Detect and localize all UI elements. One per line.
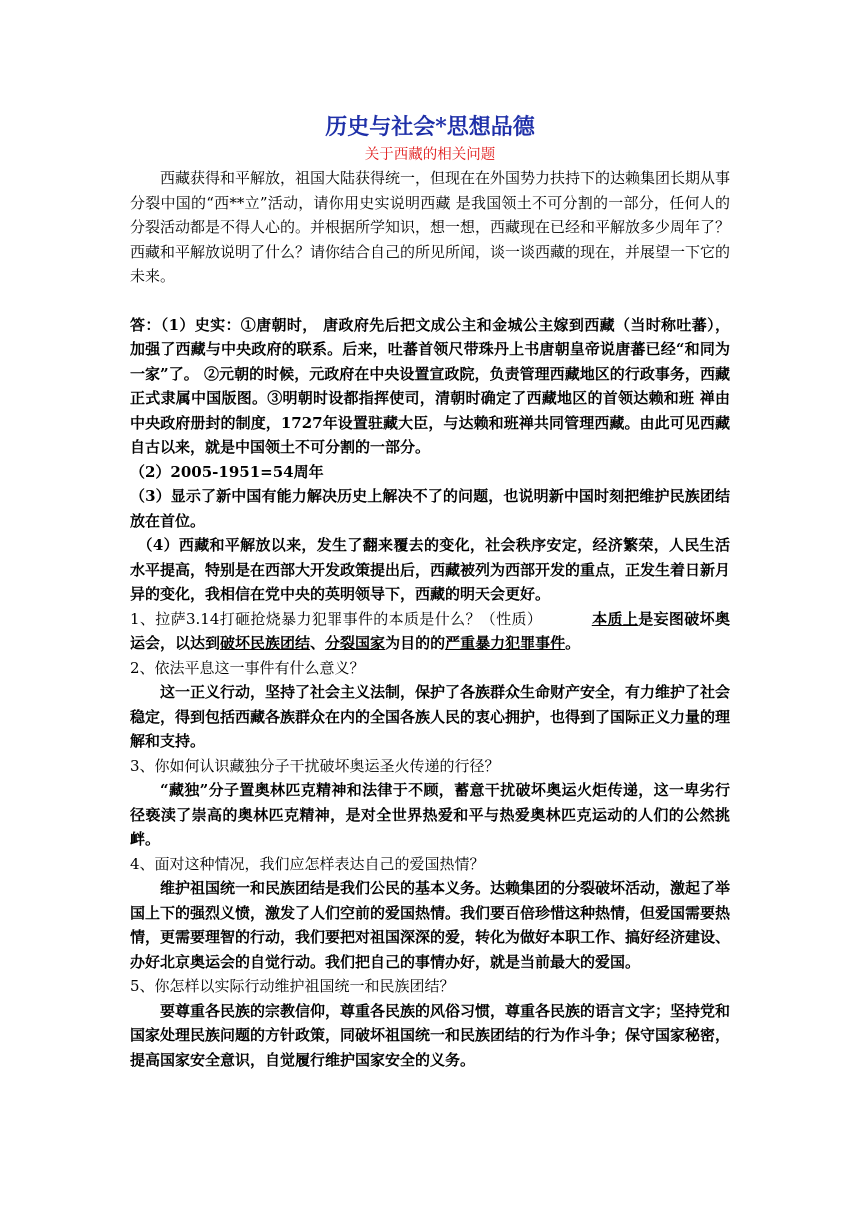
q1-ans-text-1: 是妄图破坏奥运会，以达到 <box>130 609 730 652</box>
q1-ans-text-2: 、 <box>310 634 326 652</box>
q3-question: 3、你如何认识藏独分子干扰破坏奥运圣火传递的行径？ <box>130 756 500 775</box>
document-subtitle: 关于西藏的相关问题 <box>364 147 496 163</box>
answer-4: （4）西藏和平解放以来，发生了翻来覆去的变化，社会秩序安定，经济繁荣，人民生活水平提高，特别是在西部大开发政策提出后，西藏被列为西部开发的重点，正发生着日新月异的变化，我相信在党中央的英明领导下，西藏的明天会更好。 <box>130 536 731 603</box>
q1-ans-text-4: 。 <box>565 634 581 652</box>
q1-ans-underline-2: 破坏民族团结 <box>220 634 311 652</box>
q5-question: 5、你怎样以实际行动维护祖国统一和民族团结？ <box>130 977 455 995</box>
q1-question-text: 1、拉萨3.14打砸抢烧暴力犯罪事件的本质是什么？（性质） <box>130 609 543 628</box>
q2-answer: 这一正义行动，坚持了社会主义法制，保护了各族群众生命财产安全，有力维护了社会稳定，得到包括西藏各族群众在内的全国各族人民的衷心拥护，也得到了国际正义力量的理解和支持。 <box>130 683 731 750</box>
q1-ans-underline-1: 本质上 <box>591 609 639 628</box>
answer-2: （2）2005-1951=54周年 <box>130 462 324 481</box>
q4-answer: 维护祖国统一和民族团结是我们公民的基本义务。达赖集团的分裂破坏活动，激起了举国上下的强烈义愤，激发了人们空前的爱国热情。我们要百倍珍惜这种热情，但爱国需要热情，更需要理智的行动，我们要把对祖国深深的爱，转化为做好本职工作、搞好经济建设、办好北京奥运会的自觉行动。我们把自己的事情办好，就是当前最大的爱国。 <box>130 879 731 971</box>
q1-question <box>130 607 730 656</box>
q3-answer: “藏独”分子置奥林匹克精神和法律于不顾，蓄意干扰破坏奥运火炬传递，这一卑劣行径亵渎了崇高的奥林匹克精神，是对全世界热爱和平与热爱奥林匹克运动的人们的公然挑衅。 <box>130 781 730 848</box>
spacer <box>130 289 730 313</box>
q1-ans-underline-3: 分裂国家 <box>325 634 386 652</box>
question-paragraph: 西藏获得和平解放，祖国大陆获得统一，但现在在外国势力扶持下的达赖集团长期从事分裂中国的“西**立”活动，请你用史实说明西藏 是我国领土不可分割的一部分，任何人的分裂活动都是不得人心的。并根据所学知识，想一想，西藏现在已经和平解放多少周年了？西藏和平解放说明了什么？请你结合自己的所见所闻，谈一谈西藏的现在，并展望一下它的未来。 <box>130 169 731 285</box>
q2-question: 2、依法平息这一事件有什么意义？ <box>130 658 365 677</box>
q4-question: 4、面对这种情况，我们应怎样表达自己的爱国热情？ <box>130 854 485 873</box>
q5-answer: 要尊重各民族的宗教信仰，尊重各民族的风俗习惯，尊重各民族的语言文字；坚持党和国家处理民族问题的方针政策，同破坏祖国统一和民族团结的行为作斗争；保守国家秘密，提高国家安全意识，自觉履行维护国家安全的义务。 <box>130 1001 731 1069</box>
q1-ans-text-3: 为目的的 <box>385 634 446 652</box>
answer-1: 答：（1）史实：①唐朝时， 唐政府先后把文成公主和金城公主嫁到西藏（当时称吐蕃），加强了西藏与中央政府的联系。后来，吐蕃首领尺带珠丹上书唐朝皇帝说唐蕃已经“和同为一家”了。 ②元朝的时候，元政府在中央设置宣政院，负责管理西藏地区的行政事务，西藏正式隶属中国版图。③明朝时设都指挥使司，清朝时确定了西藏地区的首领达赖和班 禅由中央政府册封的制度，1727年设置驻藏大臣，与达赖和班禅共同管理西藏。由此可见西藏自古以来，就是中国领土不可分割的一部分。 <box>130 315 730 456</box>
document-title: 历史与社会*思想品德 <box>325 114 535 140</box>
q1-ans-underline-4: 严重暴力犯罪事件 <box>445 634 566 652</box>
document-page <box>130 112 730 1072</box>
answer-3: （3）显示了新中国有能力解决历史上解决不了的问题，也说明新中国时刻把维护民族团结放在首位。 <box>130 487 730 530</box>
